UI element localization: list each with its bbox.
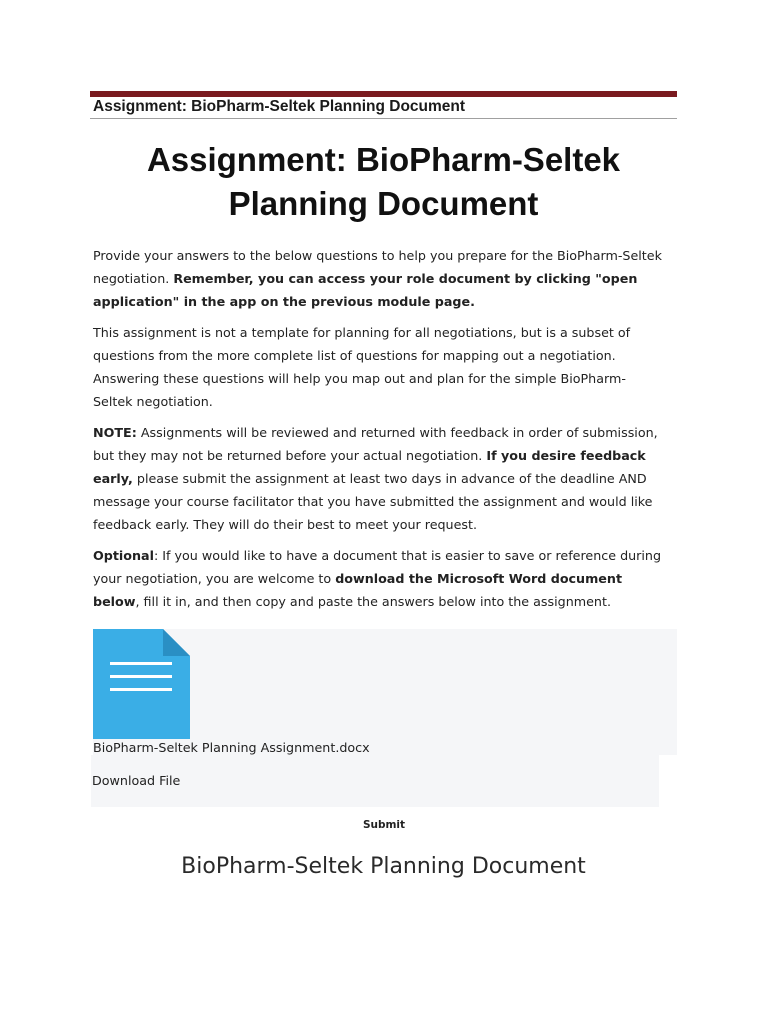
download-file-link[interactable]: Download File [92,773,181,788]
page-title: Assignment: BioPharm-Seltek Planning Document [146,141,621,222]
optional-emphasis: download the Microsoft Word document below [93,571,623,609]
header-divider [90,118,677,119]
word-document-icon[interactable] [93,629,190,739]
instructions [93,244,663,621]
note-paragraph: NOTE: Assignments will be reviewed and returned with feedback in order of submission, but they may not be returned before your actual negotiation. If you desire feedback early, please submit the assignment at least two days in advance of the deadline AND message your course facilitator that you have submitted the assignment and would like feedback early. They will do their best to meet your request. [93,425,658,532]
note-emphasis: If you desire feedback early, [93,448,646,486]
instructions-emphasis: Remember, you can access your role document by clicking "open application" in the app on the previous module page. [93,271,638,309]
submit-button[interactable]: Submit [334,816,434,834]
header-title: Assignment: BioPharm-Seltek Planning Document [93,98,466,115]
section-title: BioPharm-Seltek Planning Document [181,854,586,879]
note-label: NOTE: [93,425,137,440]
instructions-paragraph-1: Provide your answers to the below questions to help you prepare for the BioPharm-Seltek negotiation. Remember, you can access your role document by clicking "open application" in the app on the previous module page. [93,248,662,309]
attachment-file-name: BioPharm-Seltek Planning Assignment.docx [93,740,370,755]
optional-paragraph: Optional: If you would like to have a document that is easier to save or reference during your negotiation, you are welcome to download the Microsoft Word document below, fill it in, and then copy and paste the answers below into the assignment. [93,548,662,609]
instructions-paragraph-2: This assignment is not a template for planning for all negotiations, but is a subset of questions from the more complete list of questions for mapping out a negotiation. Answering these questions will help you map out and plan for the simple BioPharm-Seltek negotiation. [93,325,631,409]
optional-label: Optional [93,548,154,563]
